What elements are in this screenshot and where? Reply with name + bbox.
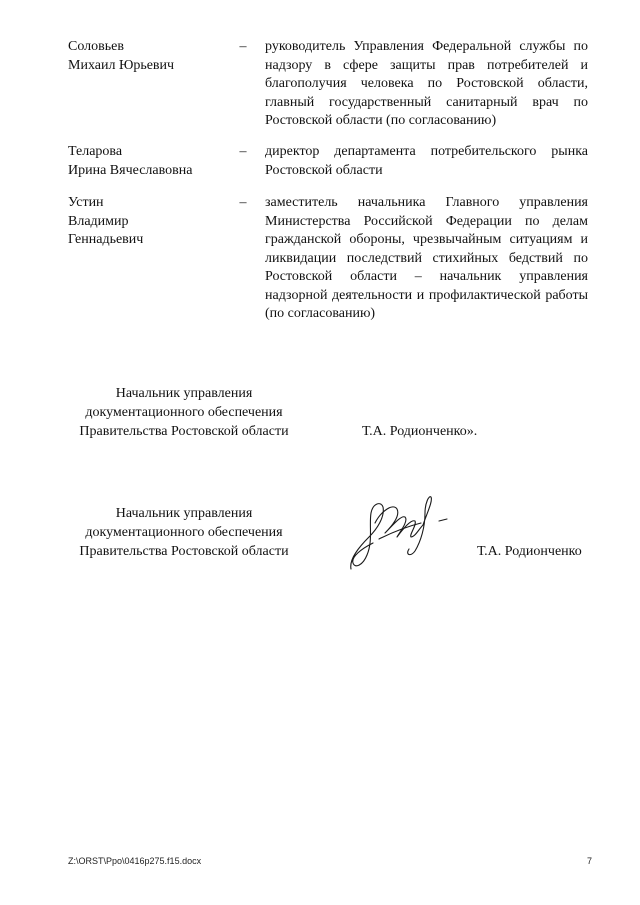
member-role: руководитель Управления Федеральной службы по надзору в сфере защиты прав потребителей и благополучия человека по Ростовской области, главный государственный санитарный врач по Ростовской области (по согласованию) xyxy=(265,39,588,128)
member-role: заместитель начальника Главного управления Министерства Российской Федерации по делам гражданской обороны, чрезвычайным ситуациям и ликвидации последствий стихийных бедствий по Ростовской области – начальник управления надзорной деятельности и профилактической работы (по согласованию) xyxy=(265,195,588,321)
footer-page-number: 7 xyxy=(586,856,592,866)
signer-title-line: документационного обеспечения xyxy=(85,405,283,420)
signer-title-line: Правительства Ростовской области xyxy=(79,424,289,439)
member-dash: – xyxy=(239,195,247,210)
member-name: Соловьев Михаил Юрьевич xyxy=(68,39,175,73)
signer-name: Т.А. Родионченко xyxy=(477,544,582,559)
member-role: директор департамента потребительского рынка Ростовской области xyxy=(265,144,588,178)
member-name: Устин Владимир Геннадьевич xyxy=(68,195,144,247)
signer-title-line: Правительства Ростовской области xyxy=(79,544,289,559)
signer-title-line: Начальник управления xyxy=(115,386,253,401)
handwritten-signature xyxy=(343,493,458,573)
member-dash: – xyxy=(239,39,247,54)
signer-title-line: документационного обеспечения xyxy=(85,525,283,540)
footer-file-path: Z:\ORST\Ppo\0416p275.f15.docx xyxy=(68,856,202,866)
signer-name: Т.А. Родионченко». xyxy=(362,424,478,439)
signer-title-line: Начальник управления xyxy=(115,506,253,521)
member-name: Теларова Ирина Вячеславовна xyxy=(68,144,193,178)
member-dash: – xyxy=(239,144,247,159)
